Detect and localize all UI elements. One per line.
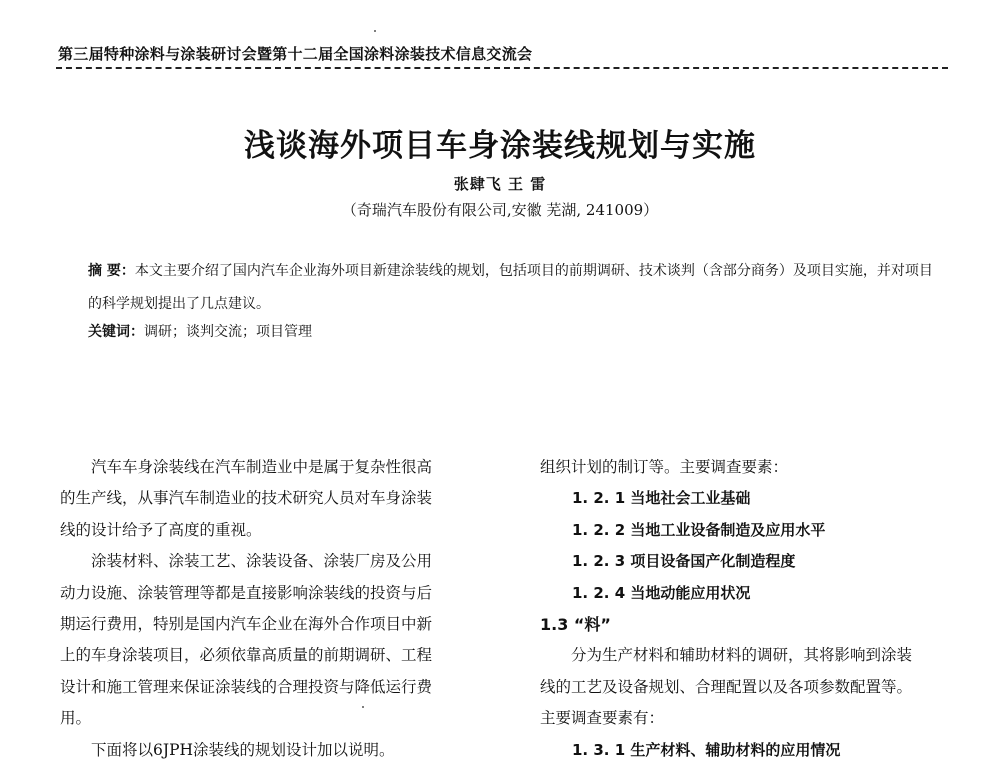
running-header: 第三届特种涂料与涂装研讨会暨第十二届全国涂料涂装技术信息交流会 [58,45,533,63]
authors: 张肆飞 王 雷 [453,175,547,193]
text-line: 设计和施工管理来保证涂装线的合理投资与降低运行费 [60,677,433,696]
scan-speck [362,706,364,708]
text-line: 下面将以6JPH涂装线的规划设计加以说明。 [91,740,395,759]
intro-paragraph-1 [60,452,480,546]
subsection-item: 1. 2. 2 当地工业设备制造及应用水平 [572,520,826,539]
abstract-label: 摘 要： [88,263,135,279]
text-line: 动力设施、涂装管理等都是直接影响涂装线的投资与后 [60,583,433,602]
abstract-text: 本文主要介绍了国内汽车企业海外项目新建涂装线的规划，包括项目的前期调研、技术谈判（含部分商务）及项目实施，并对项目的科学规划提出了几点建议。 [88,263,933,312]
subsection-item: 1. 2. 4 当地动能应用状况 [572,583,751,602]
left-column [60,452,480,766]
text-line: 汽车车身涂装线在汽车制造业中是属于复杂性很高 [91,458,433,476]
continuation-line: 组织计划的制订等。主要调查要素： [540,458,789,476]
text-line: 线的设计给予了高度的重视。 [60,520,262,539]
keywords-label: 关键词： [88,324,144,340]
text-line: 线的工艺及设备规划、合理配置以及各项参数配置等。 [540,677,913,696]
intro-paragraph-3 [60,735,480,766]
material-paragraph [540,640,950,734]
text-line: 用。 [60,709,92,728]
subsection-item: 1. 3. 1 生产材料、辅助材料的应用情况 [572,740,841,759]
subsection-item: 1. 2. 3 项目设备国产化制造程度 [572,552,796,571]
keywords-text: 调研；谈判交流；项目管理 [144,324,312,340]
intro-paragraph-2 [60,546,480,734]
text-line: 主要调查要素有： [540,709,665,728]
scan-speck [374,30,376,32]
text-line: 的生产线，从事汽车制造业的技术研究人员对车身涂装 [60,489,433,508]
right-column [540,452,950,766]
text-line: 分为生产材料和辅助材料的调研，其将影响到涂装 [571,646,913,665]
header-divider [56,67,948,69]
text-line: 涂装材料、涂装工艺、涂装设备、涂装厂房及公用 [91,552,433,571]
paper-title: 浅谈海外项目车身涂装线规划与实施 [244,128,756,164]
keywords [88,321,312,341]
abstract [88,255,940,321]
subsection-item: 1. 2. 1 当地社会工业基础 [572,489,751,508]
text-line: 期运行费用，特别是国内汽车企业在海外合作项目中新 [60,615,433,634]
section-heading-1-3: 1.3 “料” [540,615,611,635]
affiliation: （奇瑞汽车股份有限公司,安徽 芜湖, 241009） [341,201,659,219]
text-line: 上的车身涂装项目，必须依靠高质量的前期调研、工程 [60,646,433,665]
